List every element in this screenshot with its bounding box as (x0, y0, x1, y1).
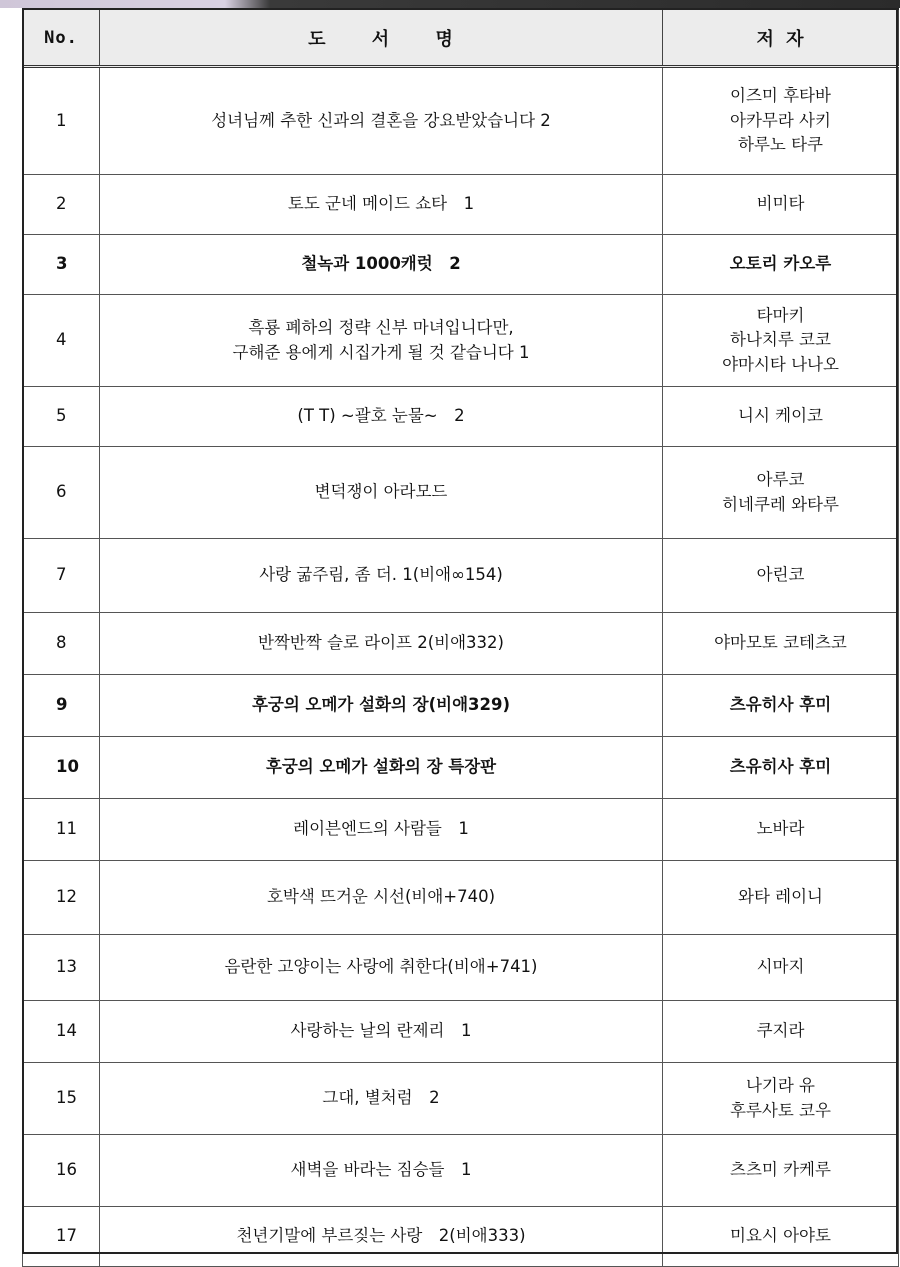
row-number: 2 (23, 175, 100, 235)
author-name: 야마시타 나나오 (722, 354, 839, 374)
author-name: 하루노 타쿠 (738, 135, 823, 155)
author-name: 쿠지라 (756, 1021, 805, 1041)
row-number: 8 (23, 613, 100, 675)
author-name: 츠유히사 후미 (729, 757, 832, 777)
author-name: 아카무라 사키 (730, 110, 831, 130)
author-name: 시마지 (756, 957, 805, 977)
header-title: 도 서 명 (100, 9, 663, 67)
table-frame (22, 8, 898, 1254)
book-title: 레이븐엔드의 사람들 1 (100, 799, 663, 861)
row-number: 3 (23, 235, 100, 295)
book-title: 반짝반짝 슬로 라이프 2(비애332) (100, 613, 663, 675)
header-no: No. (23, 9, 100, 67)
row-number: 10 (23, 737, 100, 799)
row-number: 17 (23, 1207, 100, 1267)
book-title: 그대, 별처럼 2 (100, 1063, 663, 1135)
row-number: 4 (23, 295, 100, 387)
row-number: 7 (23, 539, 100, 613)
author-name: 츠츠미 카케루 (730, 1160, 831, 1180)
row-number: 11 (23, 799, 100, 861)
row-number: 9 (23, 675, 100, 737)
book-title: 사랑하는 날의 란제리 1 (100, 1001, 663, 1063)
book-title: 사랑 굶주림, 좀 더. 1(비애∞154) (100, 539, 663, 613)
author-name: 후루사토 코우 (730, 1100, 831, 1120)
author-name: 노바라 (756, 819, 805, 839)
top-banner-strip (0, 0, 900, 8)
book-title: 흑룡 폐하의 정략 신부 마녀입니다만, 구해준 용에게 시집가게 될 것 같습니다 1 (100, 295, 663, 387)
author-name: 와타 레이니 (738, 887, 823, 907)
author-name: 히네쿠레 와타루 (722, 494, 839, 514)
book-title: 천년기말에 부르짖는 사랑 2(비애333) (100, 1207, 663, 1267)
book-title: 변덕쟁이 아라모드 (100, 447, 663, 539)
header-author: 저 자 (663, 9, 899, 67)
row-number: 1 (23, 67, 100, 175)
author-name: 오토리 카오루 (729, 254, 832, 274)
row-number: 6 (23, 447, 100, 539)
book-title: 철녹과 1000캐럿 2 (100, 235, 663, 295)
author-name: 아린코 (756, 565, 805, 585)
author-name: 니시 케이코 (738, 406, 823, 426)
book-title: 음란한 고양이는 사랑에 취한다(비애+741) (100, 935, 663, 1001)
author-name: 야마모토 코테츠코 (714, 633, 847, 653)
book-title: 후궁의 오메가 설화의 장 특장판 (100, 737, 663, 799)
author-name: 이즈미 후타바 (730, 86, 831, 106)
book-title: 토도 군네 메이드 쇼타 1 (100, 175, 663, 235)
book-title: 성녀님께 추한 신과의 결혼을 강요받았습니다 2 (100, 67, 663, 175)
row-number: 12 (23, 861, 100, 935)
author-name: 아루코 (756, 470, 805, 490)
row-number: 5 (23, 387, 100, 447)
author-name: 타마키 (756, 305, 805, 325)
book-title: 새벽을 바라는 짐승들 1 (100, 1135, 663, 1207)
author-name: 비미타 (756, 194, 805, 214)
author-name: 츠유히사 후미 (729, 695, 832, 715)
book-title: (T T) ~괄호 눈물~ 2 (100, 387, 663, 447)
book-title: 후궁의 오메가 설화의 장(비애329) (100, 675, 663, 737)
author-name: 나기라 유 (745, 1076, 815, 1096)
row-number: 14 (23, 1001, 100, 1063)
row-number: 13 (23, 935, 100, 1001)
row-number: 16 (23, 1135, 100, 1207)
row-number: 15 (23, 1063, 100, 1135)
author-name: 미요시 아야토 (730, 1226, 831, 1246)
book-title: 호박색 뜨거운 시선(비애+740) (100, 861, 663, 935)
author-name: 하나치루 코코 (730, 330, 831, 350)
